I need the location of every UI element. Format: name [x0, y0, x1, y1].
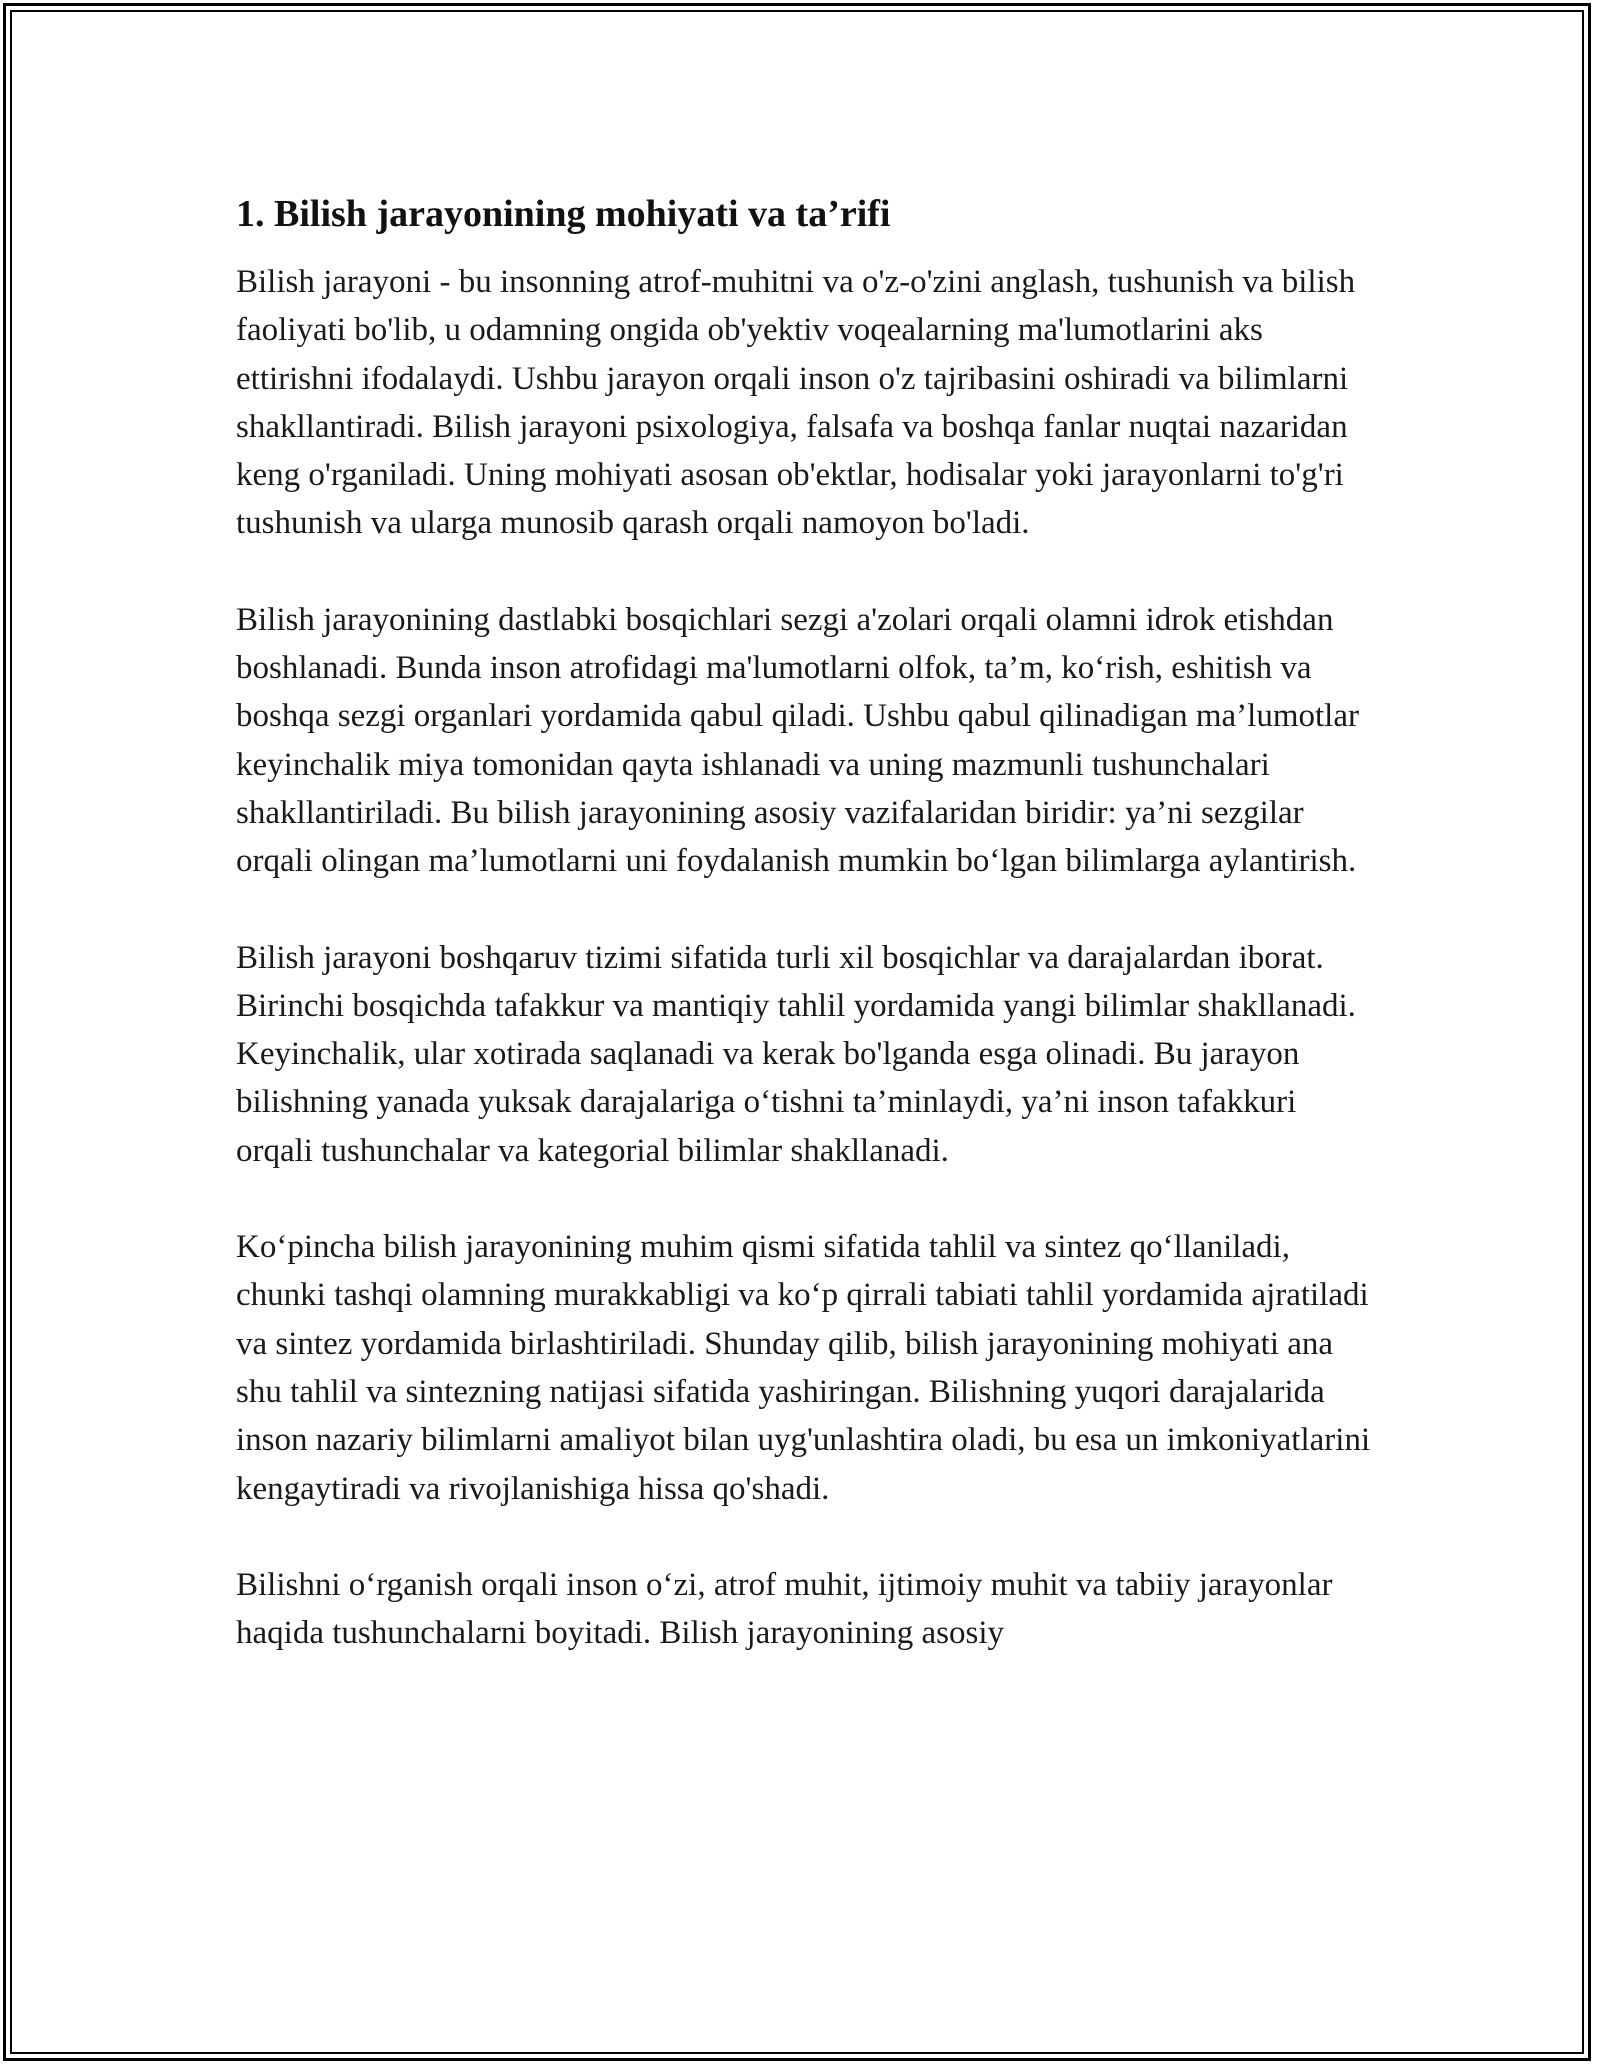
paragraph-4: Ko‘pincha bilish jarayonining muhim qismi sifatida tahlil va sintez qo‘llaniladi, chunki tashqi olamning murakkabligi va ko‘p qirrali tabiati tahlil yordamida ajratiladi va sintez yordamida birlashtiriladi. Shunday qilib, bilish jarayonining mohiyati ana shu tahlil va sintezning natijasi sifatida yashiringan. Bilishning yuqori darajalarida inson nazariy bilimlarni amaliyot bilan uyg'unlashtira oladi, bu esa un imkoniyatlarini kengaytiradi va rivojlanishiga hissa qo'shadi.: [236, 1229, 1371, 1507]
paragraph-3: Bilish jarayoni boshqaruv tizimi sifatida turli xil bosqichlar va darajalardan iborat. Birinchi bosqichda tafakkur va mantiqiy tahlil yordamida yangi bilimlar shakllanadi. Keyinchalik, ular xotirada saqlanadi va kerak bo'lganda esga olinadi. Bu jarayon bilishning yanada yuksak darajalariga o‘tishni ta’minlaydi, ya’ni inson tafakkuri orqali tushunchalar va kategorial bilimlar shakllanadi.: [236, 939, 1356, 1169]
paragraph-5: Bilishni o‘rganish orqali inson o‘zi, atrof muhit, ijtimoiy muhit va tabiiy jarayonlar haqida tushunchalarni boyitadi. Bilish jarayonining asosiy: [236, 1566, 1333, 1652]
paragraph-1: Bilish jarayoni - bu insonning atrof-muhitni va o'z-o'zini anglash, tushunish va bilish faoliyati bo'lib, u odamning ongida ob'yektiv voqealarning ma'lumotlarini aks ettirishni ifodalaydi. Ushbu jarayon orqali inson o'z tajribasini oshiradi va bilimlarni shakllantiradi. Bilish jarayoni psixologiya, falsafa va boshqa fanlar nuqtai nazaridan keng o'rganiladi. Uning mohiyati asosan ob'ektlar, hodisalar yoki jarayonlarni to'g'ri tushunish va ularga munosib qarash orqali namoyon bo'ladi.: [236, 264, 1356, 542]
paragraph-2: Bilish jarayonining dastlabki bosqichlari sezgi a'zolari orqali olamni idrok etishdan boshlanadi. Bunda inson atrofidagi ma'lumotlarni olfok, ta’m, ko‘rish, eshitish va boshqa sezgi organlari yordamida qabul qiladi. Ushbu qabul qilinadigan ma’lumotlar keyinchalik miya tomonidan qayta ishlanadi va uning mazmunli tushunchalari shakllantiriladi. Bu bilish jarayonining asosiy vazifalaridan biridir: ya’ni sezgilar orqali olingan ma’lumotlarni uni foydalanish mumkin bo‘lgan bilimlarga aylantirish.: [236, 601, 1359, 880]
document-body: [236, 186, 1376, 1705]
section-heading: 1. Bilish jarayonining mohiyati va ta’rifi: [236, 193, 891, 235]
